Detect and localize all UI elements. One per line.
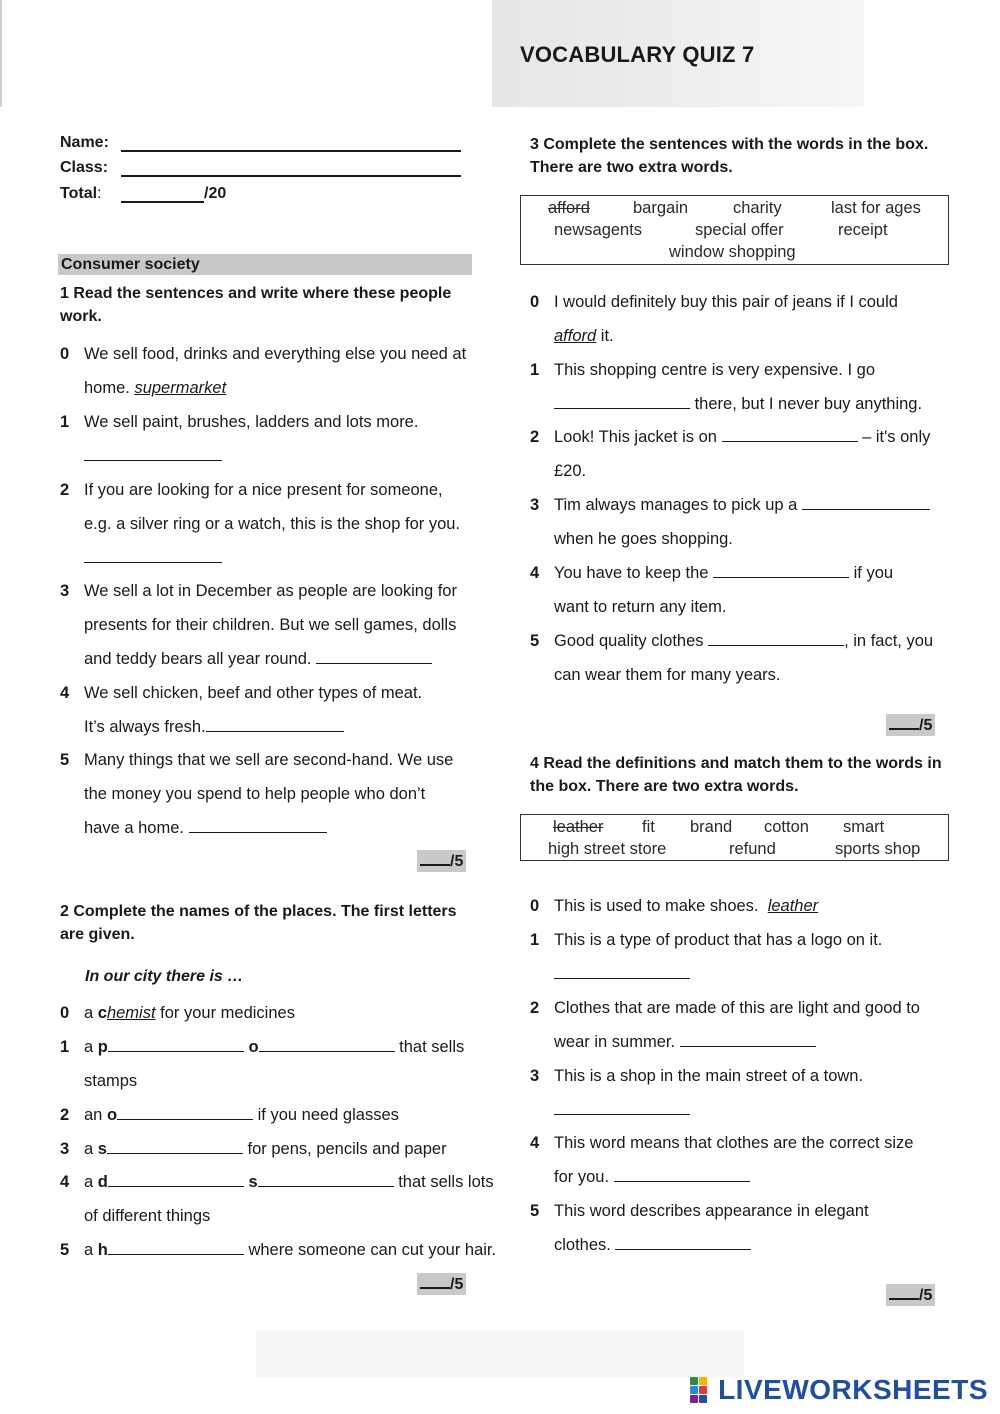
- box-word: newsagents: [554, 221, 643, 239]
- liveworksheets-logo[interactable]: [690, 1375, 988, 1405]
- item-number: 4: [530, 564, 540, 582]
- class-field[interactable]: [121, 175, 461, 177]
- given-letter: c: [97, 1004, 107, 1022]
- box-word: refund: [729, 840, 776, 858]
- item-text: of different things: [84, 1207, 211, 1225]
- answer-blank[interactable]: [316, 649, 432, 664]
- ex1-score: [417, 850, 466, 872]
- item-text: want to return any item.: [554, 598, 727, 616]
- item-text: This shopping centre is very expensive. I go: [554, 361, 876, 379]
- item-text: This is a type of product that has a logo on it.: [554, 931, 883, 949]
- score-total: /5: [919, 1287, 933, 1304]
- example-answer: hemist: [106, 1004, 156, 1022]
- item-text: for pens, pencils and paper: [242, 1140, 447, 1158]
- box-word: high street store: [548, 840, 667, 858]
- item-text: We sell a lot in December as people are looking for: [84, 582, 457, 600]
- box-word: last for ages: [831, 199, 921, 217]
- box-word: brand: [690, 818, 733, 836]
- item-number: 4: [60, 1173, 70, 1191]
- item-number: 5: [60, 751, 70, 769]
- answer-blank[interactable]: [554, 964, 690, 979]
- answer-blank[interactable]: [554, 394, 690, 409]
- item-text: I would definitely buy this pair of jeans if I could: [554, 293, 898, 311]
- item-text: , in fact, you: [844, 632, 934, 650]
- ex3-heading: 3 Complete the sentences with the words in the box. There are two extra words.: [530, 136, 929, 176]
- box-word: leather: [553, 818, 604, 836]
- box-word: charity: [733, 199, 782, 217]
- answer-blank[interactable]: [722, 427, 858, 442]
- item-text: a: [84, 1004, 98, 1022]
- item-text: This is used to make shoes.: [554, 897, 759, 915]
- item-number: 3: [60, 1140, 70, 1158]
- item-text: where someone can cut your hair.: [243, 1241, 497, 1259]
- item-text: Good quality clothes: [554, 632, 709, 650]
- ex2-intro: In our city there is …: [85, 968, 244, 985]
- item-number: 1: [60, 413, 70, 431]
- top-left-rule: [0, 0, 2, 107]
- total-row: [60, 185, 101, 203]
- item-text: It’s always fresh.: [84, 718, 206, 736]
- box-word: window shopping: [669, 243, 796, 261]
- logo-text: LIVEWORKSHEETS: [718, 1374, 988, 1405]
- item-text: presents for their children. But we sell games, dolls: [84, 616, 457, 634]
- item-number: 0: [530, 897, 540, 915]
- given-letter: d: [97, 1173, 108, 1191]
- item-number: 2: [60, 481, 70, 499]
- item-text: it.: [596, 327, 614, 345]
- answer-blank[interactable]: [107, 1139, 243, 1154]
- item-number: 2: [530, 999, 540, 1017]
- ex4-heading: 4 Read the definitions and match them to the words in the box. There are two extra words.: [530, 755, 942, 795]
- answer-blank[interactable]: [802, 495, 930, 510]
- item-text: This is a shop in the main street of a town.: [554, 1067, 864, 1085]
- item-text: We sell paint, brushes, ladders and lots more.: [84, 413, 419, 431]
- item-text: This word describes appearance in elegant: [554, 1202, 869, 1220]
- section-title: Consumer society: [58, 254, 472, 275]
- answer-blank[interactable]: [84, 446, 222, 461]
- item-text: and teddy bears all year round.: [84, 650, 312, 668]
- answer-blank[interactable]: [554, 1100, 690, 1115]
- item-text: a: [84, 1038, 98, 1056]
- item-number: 4: [60, 684, 70, 702]
- item-text: a: [84, 1241, 98, 1259]
- box-word: smart: [843, 818, 885, 836]
- score-blank[interactable]: [420, 1273, 450, 1289]
- item-text: the money you spend to help people who don’t: [84, 785, 426, 803]
- answer-blank[interactable]: [259, 1037, 395, 1052]
- item-text: if you: [849, 564, 894, 582]
- ex3-score: [886, 714, 935, 736]
- ex3-word-box: [520, 195, 949, 265]
- box-word: special offer: [695, 221, 784, 239]
- item-text: home.: [84, 379, 130, 397]
- item-text: have a home.: [84, 819, 184, 837]
- item-text: Many things that we sell are second-hand. We use: [84, 751, 454, 769]
- item-number: 3: [530, 1067, 540, 1085]
- box-word: sports shop: [835, 840, 921, 858]
- answer-blank[interactable]: [713, 563, 849, 578]
- item-text: a: [84, 1140, 98, 1158]
- score-blank[interactable]: [420, 850, 450, 866]
- given-letter: h: [97, 1241, 108, 1259]
- item-text: This word means that clothes are the correct size: [554, 1134, 914, 1152]
- ex1-heading: 1 Read the sentences and write where these people work.: [60, 285, 452, 325]
- footer-shade: [256, 1330, 744, 1378]
- answer-blank[interactable]: [117, 1105, 253, 1120]
- item-number: 1: [530, 931, 540, 949]
- score-blank[interactable]: [889, 714, 919, 730]
- item-text: e.g. a silver ring or a watch, this is the shop for you.: [84, 515, 461, 533]
- name-label: Name:: [60, 134, 109, 151]
- item-number: 0: [60, 345, 70, 363]
- box-word: fit: [642, 818, 655, 836]
- ex4-score: [886, 1284, 935, 1306]
- given-letter: o: [106, 1106, 118, 1124]
- example-answer: supermarket: [134, 379, 227, 397]
- item-text: £20.: [554, 462, 587, 480]
- answer-blank[interactable]: [84, 548, 222, 563]
- item-text: can wear them for many years.: [554, 666, 781, 684]
- score-total: /5: [450, 853, 464, 870]
- item-number: 3: [60, 582, 70, 600]
- item-number: 4: [530, 1134, 540, 1152]
- answer-blank[interactable]: [206, 717, 344, 732]
- score-total: /5: [919, 717, 933, 734]
- item-text: that sells lots: [393, 1173, 494, 1191]
- answer-blank[interactable]: [108, 1240, 244, 1255]
- example-answer: afford: [554, 327, 597, 345]
- total-colon: :: [97, 185, 102, 202]
- answer-blank[interactable]: [614, 1167, 750, 1182]
- item-text: We sell food, drinks and everything else you need at: [84, 345, 467, 363]
- answer-blank[interactable]: [108, 1172, 244, 1187]
- item-text: If you are looking for a nice present for someone,: [84, 481, 443, 499]
- answer-blank[interactable]: [189, 818, 327, 833]
- item-text: You have to keep the: [554, 564, 714, 582]
- given-letter: o: [248, 1038, 259, 1056]
- item-text: if you need glasses: [253, 1106, 399, 1124]
- box-word: cotton: [764, 818, 809, 836]
- box-word: afford: [548, 199, 590, 217]
- item-text: for your medicines: [155, 1004, 295, 1022]
- given-letter: s: [248, 1173, 258, 1191]
- ex2-heading: 2 Complete the names of the places. The first letters are given.: [60, 903, 457, 943]
- item-number: 3: [530, 496, 540, 514]
- box-word: bargain: [633, 199, 689, 217]
- item-number: 2: [60, 1106, 70, 1124]
- answer-blank[interactable]: [258, 1172, 394, 1187]
- answer-blank[interactable]: [615, 1235, 751, 1250]
- item-text: an: [84, 1106, 107, 1124]
- total-label: Total: [60, 185, 98, 202]
- item-text: wear in summer.: [554, 1033, 676, 1051]
- item-text: We sell chicken, beef and other types of meat.: [84, 684, 423, 702]
- item-text: when he goes shopping.: [554, 530, 733, 548]
- total-suffix: /20: [204, 185, 227, 202]
- ex4-word-box: [520, 814, 949, 861]
- item-text: a: [84, 1173, 98, 1191]
- score-blank[interactable]: [889, 1284, 919, 1300]
- example-answer: leather: [767, 897, 819, 915]
- answer-blank[interactable]: [108, 1037, 244, 1052]
- name-field[interactable]: [121, 150, 461, 152]
- item-text: Look! This jacket is on: [554, 428, 722, 446]
- item-text: that sells: [394, 1038, 465, 1056]
- liveworksheets-logo-icon: [690, 1377, 716, 1403]
- item-text: Tim always manages to pick up a: [554, 496, 802, 514]
- given-letter: s: [97, 1140, 107, 1158]
- item-text: Clothes that are made of this are light and good to: [554, 999, 920, 1017]
- total-field[interactable]: [121, 201, 204, 203]
- item-number: 1: [530, 361, 540, 379]
- given-letter: p: [97, 1038, 108, 1056]
- item-text: stamps: [84, 1072, 138, 1090]
- ex2-score: [417, 1273, 466, 1295]
- item-number: 2: [530, 428, 540, 446]
- item-number: 0: [60, 1004, 70, 1022]
- answer-blank[interactable]: [680, 1032, 816, 1047]
- page-title: VOCABULARY QUIZ 7: [520, 42, 755, 67]
- item-number: 1: [60, 1038, 70, 1056]
- class-label: Class:: [60, 159, 109, 176]
- item-text: there, but I never buy anything.: [690, 395, 923, 413]
- item-text: – it's only: [857, 428, 931, 446]
- item-number: 0: [530, 293, 540, 311]
- item-text: for you.: [554, 1168, 610, 1186]
- item-text: clothes.: [554, 1236, 611, 1254]
- answer-blank[interactable]: [708, 631, 844, 646]
- score-total: /5: [450, 1276, 464, 1293]
- box-word: receipt: [838, 221, 888, 239]
- item-number: 5: [530, 1202, 540, 1220]
- item-number: 5: [60, 1241, 70, 1259]
- item-number: 5: [530, 632, 540, 650]
